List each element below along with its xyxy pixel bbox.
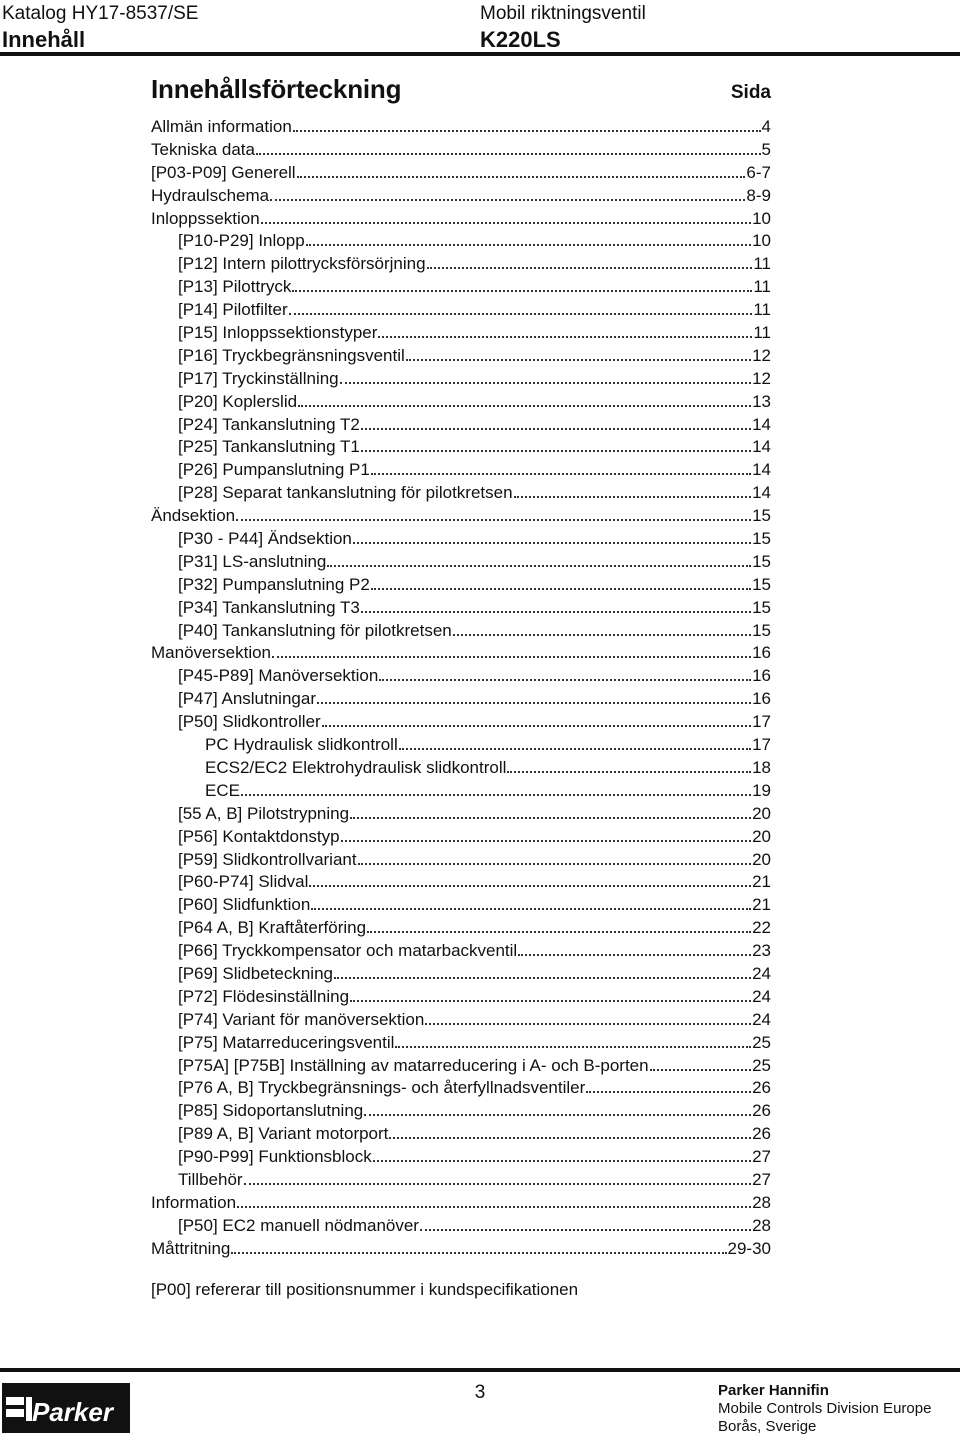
toc-entry-page: 22: [752, 918, 771, 938]
dot-leader: [289, 313, 753, 315]
section-title: Innehåll: [2, 27, 86, 52]
toc-entry-label: [P25] Tankanslutning T1: [178, 437, 360, 457]
dot-leader: [395, 1046, 751, 1048]
toc-entry-page: 14: [752, 483, 771, 503]
toc-entry-page: 15: [752, 506, 771, 526]
dot-leader: [361, 450, 751, 452]
toc-entry[interactable]: [151, 505, 771, 528]
company-division: Mobile Controls Division Europe: [718, 1400, 932, 1417]
catalog-number: Katalog HY17-8537/SE: [2, 3, 199, 24]
dot-leader: [292, 290, 752, 292]
toc-entry-page: 17: [752, 712, 771, 732]
dot-leader: [241, 794, 751, 796]
toc-entry-label: ECS2/EC2 Elektrohydraulisk slidkontroll: [205, 757, 507, 777]
toc-entry[interactable]: [151, 1032, 771, 1055]
toc-entry[interactable]: [151, 1192, 771, 1215]
toc-entry-label: [P66] Tryckkompensator och matarbackventil: [178, 941, 518, 961]
toc-entry-label: [P13] Pilottryck: [178, 277, 292, 297]
toc-entry[interactable]: [151, 871, 771, 894]
toc-entry-label: Tekniska data: [151, 139, 255, 159]
toc-entry[interactable]: [151, 482, 771, 505]
toc-entry[interactable]: [151, 253, 771, 276]
toc-entry[interactable]: [151, 1009, 771, 1032]
dot-leader: [261, 222, 751, 224]
dot-leader: [272, 656, 751, 658]
toc-entry[interactable]: [151, 574, 771, 597]
toc-entry[interactable]: [151, 162, 771, 185]
dot-leader: [353, 542, 751, 544]
dot-leader: [350, 817, 751, 819]
toc-entry-label: [P60-P74] Slidval: [178, 872, 309, 892]
toc-entry[interactable]: [151, 849, 771, 872]
toc-entry-label: [P69] Slidbeteckning: [178, 963, 333, 983]
toc-entry[interactable]: [151, 757, 771, 780]
toc-entry-page: 27: [752, 1147, 771, 1167]
toc-entry-label: Ändsektion: [151, 506, 236, 526]
toc-entry[interactable]: [151, 528, 771, 551]
toc-entry-label: [P64 A, B] Kraftåterföring: [178, 918, 367, 938]
footer-rule: [0, 1368, 960, 1372]
toc-entry-page: 13: [752, 391, 771, 411]
toc-entry-label: [P59] Slidkontrollvariant: [178, 849, 357, 869]
product-type: Mobil riktningsventil: [480, 3, 646, 24]
dot-leader: [364, 1114, 751, 1116]
toc-entry-label: Hydraulschema: [151, 185, 270, 205]
toc-entry[interactable]: [151, 620, 771, 643]
toc-entry-label: [55 A, B] Pilotstrypning: [178, 803, 350, 823]
dot-leader: [256, 153, 761, 155]
toc-entry[interactable]: [151, 368, 771, 391]
toc-entry[interactable]: [151, 1100, 771, 1123]
toc-entry-page: 28: [752, 1215, 771, 1235]
header-left: [2, 2, 198, 54]
dot-leader: [406, 359, 751, 361]
toc-entry-label: [P20] Koplerslid: [178, 391, 298, 411]
toc-entry[interactable]: [151, 459, 771, 482]
toc-entry-label: [P45-P89] Manöversektion: [178, 666, 379, 686]
toc-entry[interactable]: [151, 780, 771, 803]
footnote: [P00] refererar till positionsnummer i kundspecifikationen: [151, 1280, 579, 1299]
toc-entry-page: 26: [752, 1124, 771, 1144]
toc-entry-page: 17: [752, 735, 771, 755]
toc-entry[interactable]: [151, 116, 771, 139]
toc-entry[interactable]: [151, 940, 771, 963]
toc-entry-page: 20: [752, 826, 771, 846]
toc-entry[interactable]: [151, 826, 771, 849]
toc-entry-page: 16: [752, 643, 771, 663]
dot-leader: [327, 565, 751, 567]
toc-entry-label: [P40] Tankanslutning för pilotkretsen: [178, 620, 452, 640]
toc-entry-page: 11: [753, 277, 771, 297]
dot-leader: [306, 244, 751, 246]
toc-entry-page: 21: [752, 895, 771, 915]
toc-entry-label: [P60] Slidfunktion: [178, 895, 311, 915]
toc-entry-label: [P75] Matarreduceringsventil: [178, 1032, 395, 1052]
company-name: Parker Hannifin: [718, 1382, 829, 1399]
toc-entry-label: [P10-P29] Inlopp: [178, 231, 305, 251]
dot-leader: [350, 1000, 751, 1002]
toc-entry-label: [P72] Flödesinställning: [178, 986, 350, 1006]
toc-entry-label: Allmän information: [151, 117, 292, 136]
toc-entry[interactable]: [151, 917, 771, 940]
toc-entry[interactable]: [151, 1146, 771, 1169]
dot-leader: [297, 176, 746, 178]
toc-page-heading: Sida: [730, 82, 771, 103]
toc-entry-label: [P15] Inloppssektionstyper: [178, 323, 378, 343]
toc-entry[interactable]: [151, 276, 771, 299]
toc-entry-page: 28: [752, 1192, 771, 1212]
toc-entry-page: 19: [752, 780, 771, 800]
toc-entry-label: Tillbehör: [178, 1169, 243, 1189]
toc-entry-label: [P47] Anslutningar: [178, 689, 316, 709]
toc-entry-label: Manöversektion: [151, 643, 272, 663]
dot-leader: [231, 1252, 726, 1254]
toc-entry-page: 18: [752, 757, 771, 777]
toc-entry-page: 8-9: [746, 185, 771, 205]
dot-leader: [507, 771, 751, 773]
toc-entry-label: [P28] Separat tankanslutning för pilotkretsen: [178, 483, 513, 503]
dot-leader: [399, 748, 751, 750]
toc-entry-page: 20: [752, 849, 771, 869]
toc-entry-page: 16: [752, 689, 771, 709]
toc-entry[interactable]: [151, 230, 771, 253]
toc-entry-label: [P85] Sidoportanslutning: [178, 1101, 364, 1121]
toc-entry-page: 14: [752, 437, 771, 457]
company-info: [718, 1382, 931, 1436]
toc-entry-page: 21: [752, 872, 771, 892]
toc-entry[interactable]: [151, 1077, 771, 1100]
toc-entry-label: [P12] Intern pilottrycksförsörjning: [178, 254, 426, 274]
toc-entry-page: 14: [752, 414, 771, 434]
dot-leader: [379, 679, 751, 681]
dot-leader: [293, 130, 761, 132]
toc-entry[interactable]: [151, 711, 771, 734]
dot-leader: [586, 1091, 751, 1093]
dot-leader: [518, 954, 751, 956]
toc-entry-page: 5: [761, 139, 771, 159]
toc-entry-label: [P16] Tryckbegränsningsventil: [178, 345, 405, 365]
toc-entry[interactable]: [151, 1238, 771, 1261]
toc-entry-label: [P24] Tankanslutning T2: [178, 414, 360, 434]
toc-entry[interactable]: [151, 345, 771, 368]
dot-leader: [311, 908, 751, 910]
dot-leader: [650, 1069, 751, 1071]
dot-leader: [236, 519, 751, 521]
toc-entry-label: PC Hydraulisk slidkontroll: [205, 735, 398, 755]
toc-entry-label: ECE: [205, 780, 240, 800]
toc-entry-page: 29-30: [727, 1238, 771, 1258]
toc-entry-page: 14: [752, 460, 771, 480]
header-rule: [0, 52, 960, 56]
toc-entry-label: [P14] Pilotfilter: [178, 300, 288, 320]
toc-entry-page: 24: [752, 963, 771, 983]
toc-entry[interactable]: [151, 1169, 771, 1192]
dot-leader: [237, 1206, 751, 1208]
dot-leader: [514, 496, 752, 498]
toc-entry-label: [P34] Tankanslutning T3: [178, 597, 360, 617]
dot-leader: [453, 634, 751, 636]
dot-leader: [361, 428, 751, 430]
toc-entry-page: 26: [752, 1078, 771, 1098]
dot-leader: [371, 588, 751, 590]
toc-entry-page: 10: [752, 208, 771, 228]
toc-entry-page: 23: [752, 941, 771, 961]
toc-entry[interactable]: [151, 803, 771, 826]
toc-entry[interactable]: [151, 1055, 771, 1078]
toc-entry-page: 24: [752, 986, 771, 1006]
toc-entry-label: [P74] Variant för manöversektion: [178, 1009, 425, 1029]
toc-title: Innehållsförteckning: [151, 74, 402, 104]
toc-entry[interactable]: [151, 322, 771, 345]
toc-entry-label: [P17] Tryckinställning: [178, 368, 339, 388]
toc-entry-page: 24: [752, 1009, 771, 1029]
toc-entry-label: [P30 - P44] Ändsektion: [178, 529, 352, 549]
dot-leader: [341, 840, 751, 842]
toc-entry-label: [P89 A, B] Variant motorport: [178, 1124, 389, 1144]
toc-entry-page: 6-7: [746, 162, 771, 182]
dot-leader: [298, 405, 751, 407]
parker-logo: [2, 1383, 130, 1433]
toc-entry-page: 11: [753, 300, 771, 320]
toc-list: [151, 116, 771, 1261]
toc-entry-label: [P03-P09] Generell: [151, 162, 296, 182]
toc-entry[interactable]: [151, 963, 771, 986]
dot-leader: [427, 267, 753, 269]
dot-leader: [317, 702, 751, 704]
dot-leader: [420, 1229, 751, 1231]
toc-entry-page: 27: [752, 1169, 771, 1189]
page-number: 3: [474, 1382, 486, 1403]
dot-leader: [358, 863, 751, 865]
toc-entry-page: 12: [752, 368, 771, 388]
toc-entry-page: 15: [752, 620, 771, 640]
toc-entry[interactable]: [151, 1215, 771, 1238]
toc-entry-page: 15: [752, 574, 771, 594]
dot-leader: [373, 1160, 751, 1162]
dot-leader: [270, 199, 745, 201]
toc-entry[interactable]: [151, 688, 771, 711]
toc-entry-page: 15: [752, 597, 771, 617]
dot-leader: [389, 1137, 751, 1139]
toc-entry-page: 4: [761, 117, 771, 136]
toc-entry-page: 16: [752, 666, 771, 686]
dot-leader: [378, 336, 752, 338]
toc-entry-label: [P56] Kontaktdonstyp: [178, 826, 340, 846]
toc-entry-page: 12: [752, 345, 771, 365]
toc-entry-label: [P76 A, B] Tryckbegränsnings- och återfyllnadsventiler: [178, 1078, 586, 1098]
toc-entry-page: 15: [752, 551, 771, 571]
toc-entry-label: [P26] Pumpanslutning P1: [178, 460, 370, 480]
toc-entry[interactable]: [151, 1123, 771, 1146]
dot-leader: [244, 1183, 752, 1185]
dot-leader: [367, 931, 751, 933]
toc-entry-label: Inloppssektion: [151, 208, 260, 228]
toc-entry-page: 25: [752, 1032, 771, 1052]
dot-leader: [334, 977, 751, 979]
company-location: Borås, Sverige: [718, 1418, 817, 1435]
toc-entry-label: Information: [151, 1192, 237, 1212]
toc-entry[interactable]: [151, 597, 771, 620]
dot-leader: [340, 382, 751, 384]
toc-entry[interactable]: [151, 551, 771, 574]
toc-entry-page: 26: [752, 1101, 771, 1121]
dot-leader: [371, 473, 751, 475]
product-model: K220LS: [480, 27, 561, 52]
toc-entry-page: 10: [752, 231, 771, 251]
dot-leader: [322, 725, 751, 727]
toc-entry-label: [P31] LS-anslutning: [178, 551, 327, 571]
svg-text:Parker: Parker: [32, 1397, 113, 1427]
toc-entry-page: 11: [753, 254, 771, 274]
toc-entry-page: 11: [753, 323, 771, 343]
toc-entry[interactable]: [151, 139, 771, 162]
toc-entry-page: 15: [752, 529, 771, 549]
toc-entry[interactable]: [151, 665, 771, 688]
toc-entry-label: [P32] Pumpanslutning P2: [178, 574, 370, 594]
toc-entry[interactable]: [151, 734, 771, 757]
toc-entry[interactable]: [151, 185, 771, 208]
toc-entry-page: 25: [752, 1055, 771, 1075]
toc-entry[interactable]: [151, 299, 771, 322]
header-right: [480, 2, 646, 54]
toc-entry[interactable]: [151, 391, 771, 414]
toc-entry-label: [P75A] [P75B] Inställning av matarreducering i A- och B-porten: [178, 1055, 649, 1075]
toc-entry-page: 20: [752, 803, 771, 823]
toc-entry[interactable]: [151, 642, 771, 665]
toc-entry[interactable]: [151, 414, 771, 437]
dot-leader: [425, 1023, 751, 1025]
toc-entry-label: Måttritning: [151, 1238, 231, 1258]
toc-entry-label: [P50] EC2 manuell nödmanöver: [178, 1215, 419, 1235]
dot-leader: [309, 885, 751, 887]
toc-entry[interactable]: [151, 894, 771, 917]
dot-leader: [361, 611, 751, 613]
toc-entry[interactable]: [151, 436, 771, 459]
toc-entry[interactable]: [151, 208, 771, 231]
toc-entry[interactable]: [151, 986, 771, 1009]
toc-entry-label: [P90-P99] Funktionsblock: [178, 1147, 372, 1167]
toc-entry-label: [P50] Slidkontroller: [178, 712, 321, 732]
